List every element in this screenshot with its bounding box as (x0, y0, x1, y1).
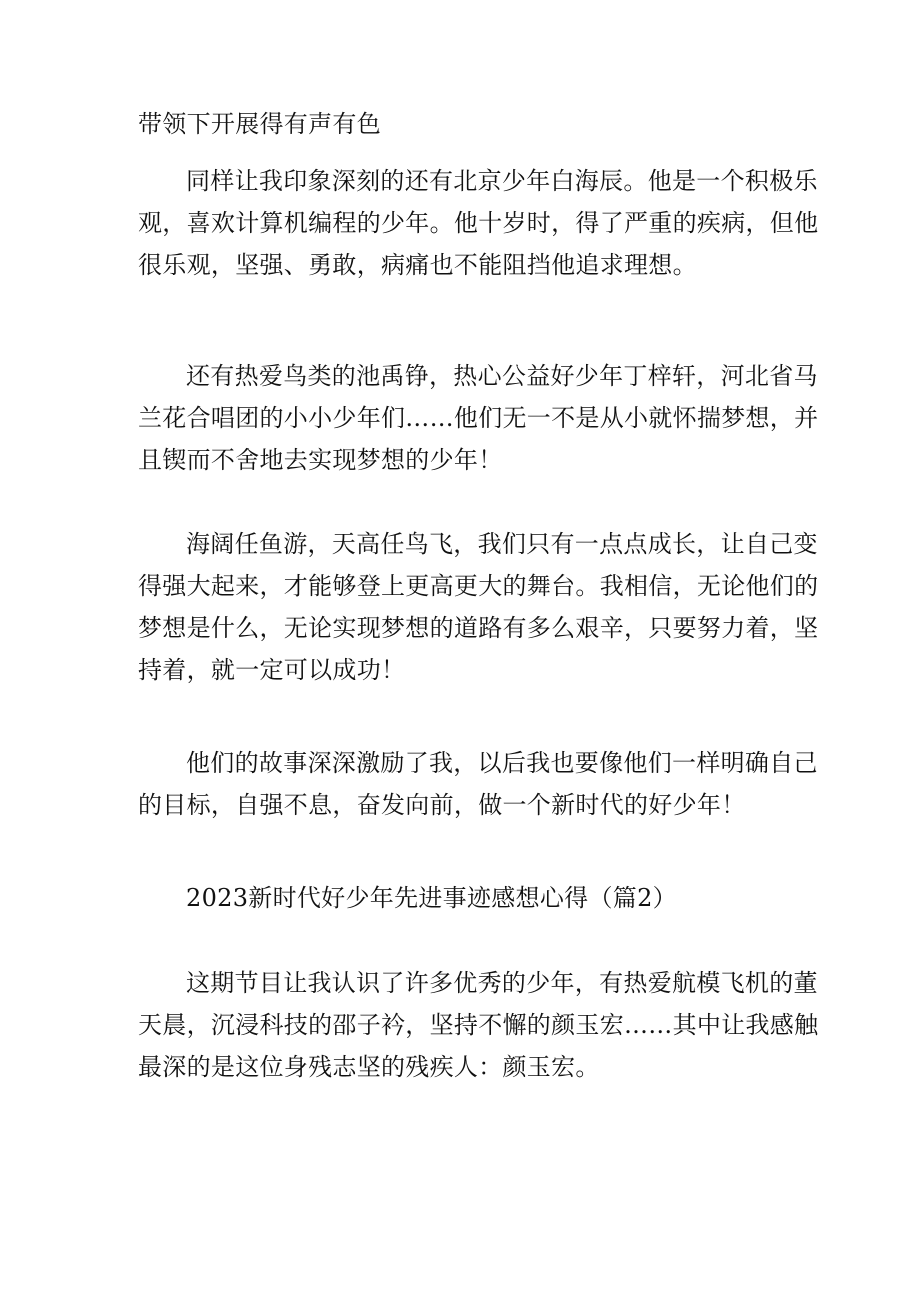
text-line: 最深的是这位身残志坚的残疾人：颜玉宏。 (138, 1053, 600, 1081)
paragraph-other-youths (138, 355, 819, 481)
text-line: 这期节目让我认识了许多优秀的少年，有热爱航模飞机的董 (186, 969, 818, 997)
text-line: 且锲而不舍地去实现梦想的少年！ (138, 446, 503, 474)
paragraph-program (138, 962, 819, 1088)
paragraph-dreams (138, 523, 819, 691)
text-line: 梦想是什么，无论实现梦想的道路有多么艰辛，只要努力着，坚 (138, 614, 819, 642)
text-line: 持着，就一定可以成功！ (138, 656, 406, 684)
text-line: 兰花合唱团的小小少年们……他们无一不是从小就怀揣梦想，并 (138, 404, 819, 432)
text-line: 天晨，沉浸科技的邵子衿，坚持不懈的颜玉宏……其中让我感触 (138, 1011, 819, 1039)
text-line: 很乐观，坚强、勇敢，病痛也不能阻挡他追求理想。 (138, 251, 697, 279)
text-line: 得强大起来，才能够登上更高更大的舞台。我相信，无论他们的 (138, 572, 819, 600)
section-heading-text: 2023新时代好少年先进事迹感想心得（篇2） (186, 884, 677, 912)
paragraph-fragment (138, 103, 786, 145)
text-line: 海阔任鱼游，天高任鸟飞，我们只有一点点成长，让自己变 (186, 530, 818, 558)
paragraph-inspiration (138, 742, 818, 826)
paragraph-bai-haichen (138, 160, 819, 286)
text-line: 还有热爱鸟类的池禹铮，热心公益好少年丁梓轩，河北省马 (186, 362, 818, 390)
section-heading (138, 877, 786, 919)
text-line: 带领下开展得有声有色 (138, 110, 381, 138)
text-line: 的目标，自强不息，奋发向前，做一个新时代的好少年！ (138, 791, 746, 819)
text-line: 观，喜欢计算机编程的少年。他十岁时，得了严重的疾病，但他 (138, 209, 819, 237)
text-line: 他们的故事深深激励了我，以后我也要像他们一样明确自己 (186, 749, 818, 777)
text-line: 同样让我印象深刻的还有北京少年白海辰。他是一个积极乐 (186, 167, 818, 195)
